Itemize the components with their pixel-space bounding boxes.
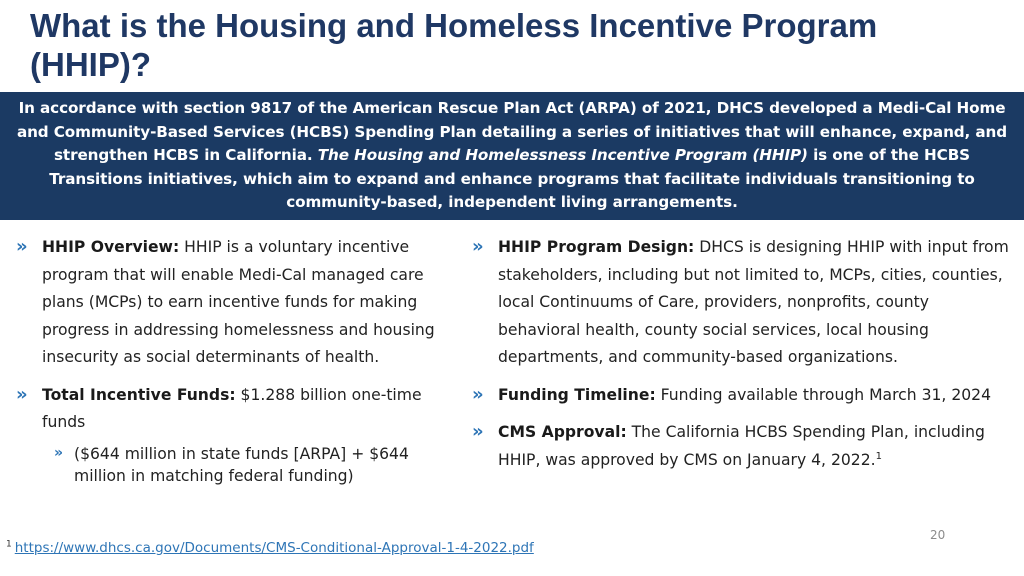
footnote-marker: 1 <box>6 539 12 550</box>
footnote-link[interactable]: https://www.dhcs.ca.gov/Documents/CMS-Conditional-Approval-1-4-2022.pdf <box>14 540 534 556</box>
sub-bullet-funds-breakdown <box>16 443 456 487</box>
funds-label: Total Incentive Funds: <box>42 385 236 404</box>
overview-label: HHIP Overview: <box>42 238 180 256</box>
timeline-label: Funding Timeline: <box>498 385 656 404</box>
bullet-total-incentive-funds <box>16 382 456 437</box>
intro-paragraph <box>10 97 1014 215</box>
chevron-bullet-icon: » <box>16 383 28 405</box>
chevron-sub-bullet-icon: » <box>54 444 64 461</box>
design-text: DHCS is designing HHIP with input from stakeholders, including but not limited to, MCPs, cities, counties, local Continuums of Care, providers, nonprofits, county behavioral health, county social services, local housing departments, and community-based organizations. <box>498 238 1009 366</box>
intro-text-start: In accordance with section 9817 of the American Rescue Plan Act (ARPA) of 2021, DHCS developed a Medi-Cal Home and Community-Based Services (HCBS) Spending Plan detailing a series of initiatives that will enhance, expand, and strengthen HCBS in California. <box>16 99 1008 165</box>
intro-text-program-name: The Housing and Homelessness Incentive Program (HHIP) <box>317 146 808 165</box>
chevron-bullet-icon: » <box>472 383 484 405</box>
footnote <box>6 540 534 556</box>
page-title: What is the Housing and Homeless Incentive Program (HHIP)? <box>30 7 878 83</box>
funds-breakdown-text: ($644 million in state funds [ARPA] + $644 million in matching federal funding) <box>74 444 409 485</box>
funds-text: $1.288 billion one-time funds <box>42 385 422 431</box>
intro-text-end: is one of the HCBS Transitions initiatives, which aim to expand and enhance programs that facilitate individuals transitioning to community-based, independent living arrangements. <box>49 146 975 212</box>
chevron-bullet-icon: » <box>472 421 484 442</box>
chevron-bullet-icon: » <box>472 236 484 257</box>
bullet-cms-approval <box>472 419 1012 474</box>
footnote-reference: 1 <box>875 450 882 462</box>
timeline-text: Funding available through March 31, 2024 <box>655 385 992 404</box>
design-label: HHIP Program Design: <box>498 238 695 256</box>
bullet-funding-timeline <box>472 382 1012 410</box>
page-number: 20 <box>930 528 946 542</box>
overview-text: HHIP is a voluntary incentive program that will enable Medi-Cal managed care plans (MCPs) to earn incentive funds for making progress in addressing homelessness and housing insecurity as social determinants of health. <box>42 238 435 366</box>
intro-banner <box>0 92 1024 220</box>
left-column <box>16 234 456 487</box>
cms-text: The California HCBS Spending Plan, including HHIP, was approved by CMS on January 4, 2022. <box>498 423 985 469</box>
bullet-hhip-overview <box>16 234 456 372</box>
cms-label: CMS Approval: <box>498 423 627 441</box>
bullet-program-design <box>472 234 1012 372</box>
chevron-bullet-icon: » <box>16 236 28 257</box>
right-column <box>472 234 1012 484</box>
